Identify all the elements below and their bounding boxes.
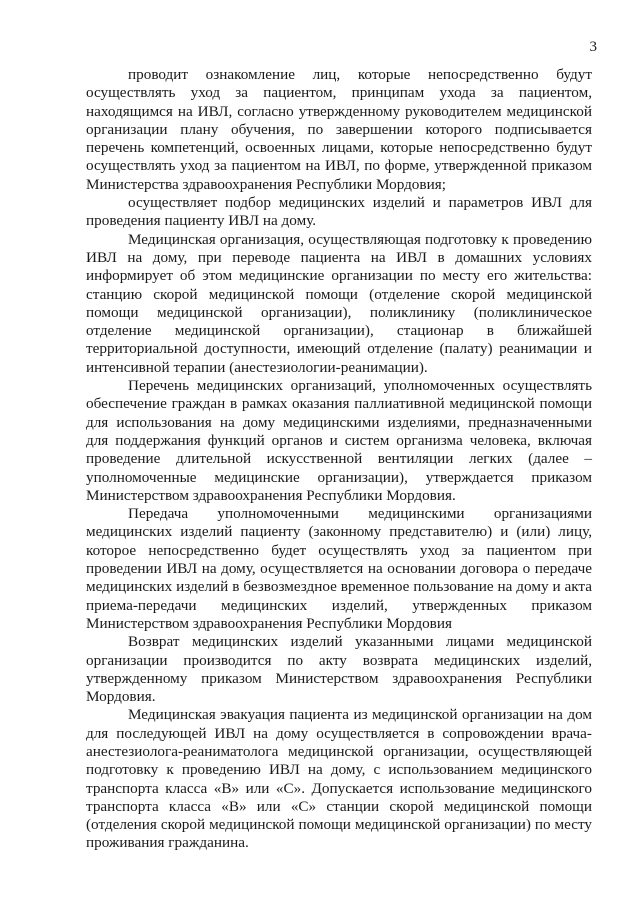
body-paragraph: Перечень медицинских организаций, уполномоченных осуществлять обеспечение граждан в рамках оказания паллиативной медицинской помощи для использования на дому медицинскими изделиями, предназначенными для поддержания функций органов и систем организма человека, включая проведение длительной искусственной вентиляции легких (далее – уполномоченные медицинские организации), утверждается приказом Министерством здравоохранения Республики Мордовия. <box>86 377 592 504</box>
body-paragraph: Медицинская эвакуация пациента из медицинской организации на дом для последующей ИВЛ на дому осуществляется в сопровождении врача-анестезиолога-реаниматолога медицинской организации, осуществляющей подготовку к проведению ИВЛ на дому, с использованием медицинского транспорта класса «В» или «С». Допускается использование медицинского транспорта класса «В» или «С» станции скорой медицинской помощи (отделения скорой медицинской помощи медицинской организации) по месту проживания гражданина. <box>86 706 592 852</box>
body-paragraph: Медицинская организация, осуществляющая подготовку к проведению ИВЛ на дому, при переводе пациента на ИВЛ в домашних условиях информирует об этом медицинские организации по месту его жительства: станцию скорой медицинской помощи (отделение скорой медицинской помощи медицинской организации), поликлинику (поликлиническое отделение медицинской организации), стационар в ближайшей территориальной доступности, имеющий отделение (палату) реанимации и интенсивной терапии (анестезиологии-реанимации). <box>86 230 592 376</box>
document-body <box>86 66 592 853</box>
body-paragraph: проводит ознакомление лиц, которые непосредственно будут осуществлять уход за пациентом, принципам ухода за пациентом, находящимся на ИВЛ, согласно утвержденному руководителем медицинской организации плану обучения, по завершении которого подписывается перечень компетенций, освоенных лицами, которые непосредственно будут осуществлять уход за пациентом на ИВЛ, по форме, утвержденной приказом Министерства здравоохранения Республики Мордовия; <box>86 66 592 193</box>
page-number: 3 <box>589 39 597 55</box>
body-paragraph: осуществляет подбор медицинских изделий и параметров ИВЛ для проведения пациенту ИВЛ на дому. <box>86 194 592 230</box>
body-paragraph: Передача уполномоченными медицинскими организациями медицинских изделий пациенту (законному представителю) и (или) лицу, которое непосредственно будет осуществлять уход за пациентом при проведении ИВЛ на дому, осуществляется на основании договора о передаче медицинских изделий в безвозмездное временное пользование на дому и акта приема-передачи медицинских изделий, утвержденных приказом Министерством здравоохранения Республики Мордовия <box>86 505 592 632</box>
body-paragraph: Возврат медицинских изделий указанными лицами медицинской организации производится по акту возврата медицинских изделий, утвержденному приказом Министерством здравоохранения Республики Мордовия. <box>86 633 592 706</box>
